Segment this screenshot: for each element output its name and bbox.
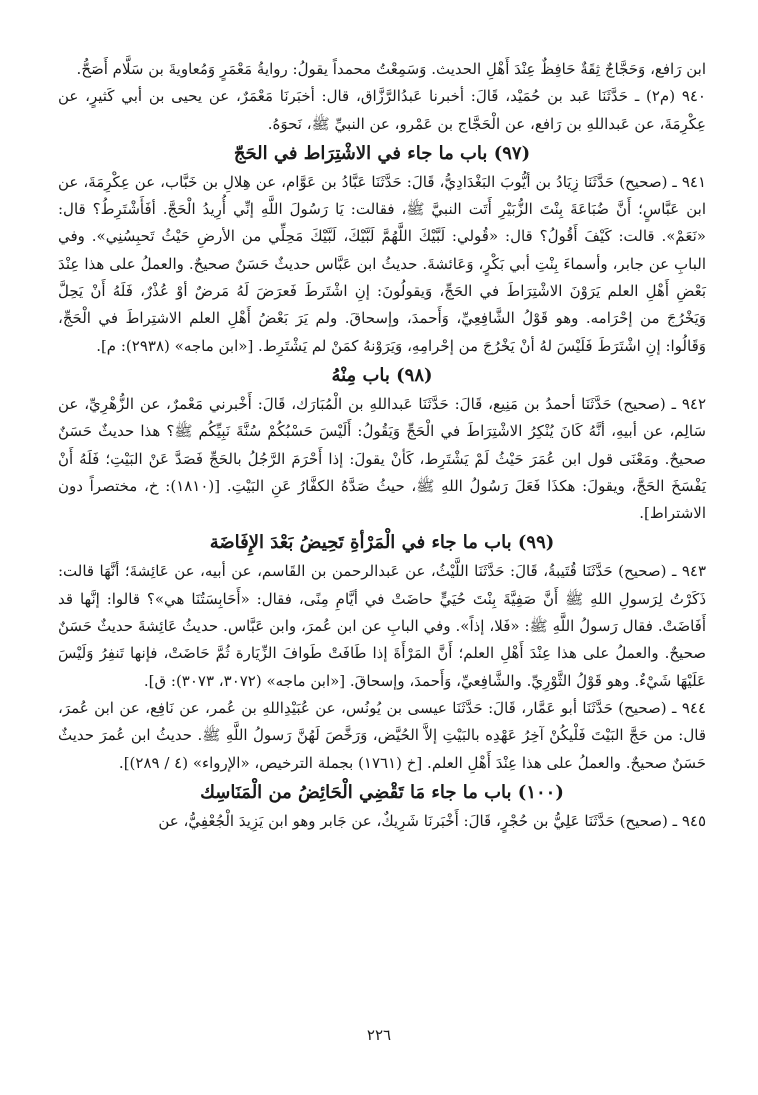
hadith-942: ٩٤٢ ـ (صحيح) حَدَّثَنَا أحمدُ بن مَنِيع، قَالَ: حَدَّثَنَا عَبداللهِ بن الْمُبَارَك، قَالَ: أَخْبرني مَعْمرٌ، عن الزُّهْرِيِّ، عن سَالِم، عن أبيهِ، أنَّهُ كَانَ يُنْكِرُ الاشْتِرَاطَ في الْحَجِّ وَيَقُولُ: أَلَيْسَ حَسْبُكُمْ سُنَّةَ نَبِيِّكُم ﷺ؟ هذا حديثٌ حَسَنٌ صحيحٌ. ومَعْنَى قول ابن عُمَرَ حَيْثُ لَمْ يَشْتَرِط، كَأنْ يقولَ: إذا أَحْرَمَ الرَّجُلُ بالحَجِّ فَصَدَّ عَنْ البَيْتِ؛ فَلَهُ أَنْ يَفْسَخَ الحَجَّ، ويقولَ: هكذَا فَعَلَ رَسُولُ اللهِ ﷺ، حيثُ صَدَّهُ الكفَّارُ عَنِ البَيْتِ. [(١٨١٠): خ، مختصراً دون الاشتراط]. xyxy=(58,394,706,523)
hadith-943: ٩٤٣ ـ (صحيح) حَدَّثَنَا قُتَيبةُ، قَالَ: حَدَّثَنَا اللَّيْثُ، عن عَبدالرحمن بن القَاسم، عن أبيه، عن عَائِشةَ؛ أنَّهَا قالت: ذَكَرْتُ لِرَسولِ اللهِ ﷺ أَنَّ صَفِيَّةَ بِنْتَ حُيَيٍّ حاضَتْ في أيَّامِ مِنًى، فقال: «أَحَابِسَتُنَا هي»؟ قالوا: إنَّها قد أَفَاضَتْ. فقال رَسولُ اللَّهِ ﷺ: «فَلا، إذاً». وفي البابِ عن ابن عُمرَ، وابن عَبَّاس. حديثُ عَائِشةَ حديثٌ حَسَنٌ صحيحٌ. والعملُ على هذا عِنْدَ أَهْلِ العلم؛ أَنَّ المَرْأَةَ إذا طَافَتْ طَوافَ الزِّيَارة ثُمَّ حَاضَتْ، فإنها تَنفِرُ وَلَيْسَ عَلَيْهَا شَيْءٌ. وهو قَوْلُ الثَّوْرِيِّ. والشَّافِعيِّ، وَأَحمدَ، وإسحاقَ. [«ابن ماجه» (٣٠٧٢، ٣٠٧٣): ق]. xyxy=(58,562,706,690)
chapter-heading-98: (٩٨) باب مِنْهُ xyxy=(331,364,433,386)
page-number: ٢٢٦ xyxy=(366,1026,392,1044)
chapter-heading-97: (٩٧) باب ما جاء في الاشْتِرَاط في الحَجّ xyxy=(233,142,531,164)
page-body xyxy=(58,56,706,835)
hadith-941: ٩٤١ ـ (صحيح) حَدَّثَنَا زِيَادُ بن أيُّوبَ البَغْدَادِيُّ، قَالَ: حَدَّثَنَا عَبَّادُ بن عَوَّام، عن هِلالِ بن خَبَّاب، عن عِكْرِمَةَ، عن ابن عَبَّاسٍ؛ أَنَّ ضُبَاعَةَ بِنْتَ الزُّبَيْرِ أَتَت النبيَّ ﷺ، فقالت: يَا رَسُولَ اللَّهِ إنِّي أُرِيدُ الْحَجَّ. أفَأَشْتَرِطُ؟ قال: «نَعَمْ». قالت: كَيْفَ أَقُولُ؟ قال: «قُولي: لَبَّيْكَ اللَّهُمَّ لَبَّيْكَ، لَبَّيْكَ مَحِلِّي من الأرضِ حَيْثُ تَحبِسُنِي». وفي البابِ عن جابر، وأسماءَ بِنْتِ أبي بَكْرٍ، وَعَائشةَ. حديثُ ابن عَبَّاس حديثٌ حَسَنٌ صحيحٌ. والعملُ على هذا عِنْدَ بَعْضِ أَهْلِ العلم يَرَوْنَ الاشْتِرَاطَ في الحَجِّ، وَيقولُونَ: إنِ اشْتَرطَ فَعرَضَ لَهُ مَرضٌ أوْ عُذْرٌ، فَلَهُ أَنْ يَحِلَّ وَيَخْرُجَ من إحْرَامه. وهو قَوْلُ الشَّافِعِيِّ، وَأَحمدَ، وإسحاقَ. ولم يَرَ بَعْضُ أَهْلِ العلم الاشتِراطَ في الْحَجِّ، وَقَالُوا: إنِ اشْتَرَطَ فَلَيْسَ لهُ أنْ يَخْرُجَ من إحْرامِهِ، وَيَرَوْنهُ كمَنْ لم يَشْتَرِط. [«ابن ماجه» (٢٩٣٨): م]. xyxy=(58,172,707,355)
hadith-940: ٩٤٠ (م٢) ـ حَدَّثَنَا عَبد بن حُمَيْد، قَالَ: أخبرنا عَبدُالرَّزَّاق، قال: أخبَرنَا مَعْمَرٌ، عن يحيى بن أبي كَثيرٍ، عن عِكْرِمَةَ، عن عَبداللهِ بن رَافع، عن الْحَجَّاج بن عَمْرو، عن النبيِّ ﷺ، نَحوَهُ. xyxy=(58,87,706,133)
chapter-heading-99: (٩٩) باب ما جاء في الْمَرْأةِ تَحِيضُ بَعْدَ الإِفَاضَة xyxy=(209,532,555,554)
hadith-945: ٩٤٥ ـ (صحيح) حَدَّثَنَا عَلِيُّ بن حُجْرٍ، قَالَ: أَخْبَرنَا شَرِيكٌ، عن جَابر وهو ابن يَزِيدَ الْجُعْفِيُّ، عن xyxy=(158,811,706,830)
chapter-heading-100: (١٠٠) باب ما جاء مَا تَقْضِي الْحَائِضُ من الْمَنَاسِك xyxy=(200,781,564,803)
hadith-944: ٩٤٤ ـ (صحيح) حَدَّثَنَا أبو عَمَّار، قَالَ: حَدَّثَنَا عيسى بن يُونُس، عن عُبَيْدِاللهِ بن عُمر، عن نَافِع، عن ابن عُمرَ، قال: من حَجَّ البَيْتَ فَلْيكُنْ آخِرُ عَهْدِه بالبَيْتِ إلاَّ الحُيَّض، وَرَخَّصَ لَهُنَّ رَسولُ اللَّهِ ﷺ. حديثُ ابن عُمرَ حديثٌ حَسَنٌ صحيحٌ. والعملُ على هذا عِنْدَ أَهْلِ العلم. [خ (١٧٦١) بجملة الترخيص، «الإرواء» (٤ / ٢٨٩)]. xyxy=(58,698,706,772)
paragraph: ابن رَافع، وَحَجَّاجٌ ثِقَةٌ حَافِظٌ عِنْدَ أَهْلِ الحديث. وَسَمِعْتُ محمداً يقولُ: روايةُ مَعْمَرٍ وَمُعاويةَ بن سَلَّام أَصَحُّ. xyxy=(76,60,706,78)
